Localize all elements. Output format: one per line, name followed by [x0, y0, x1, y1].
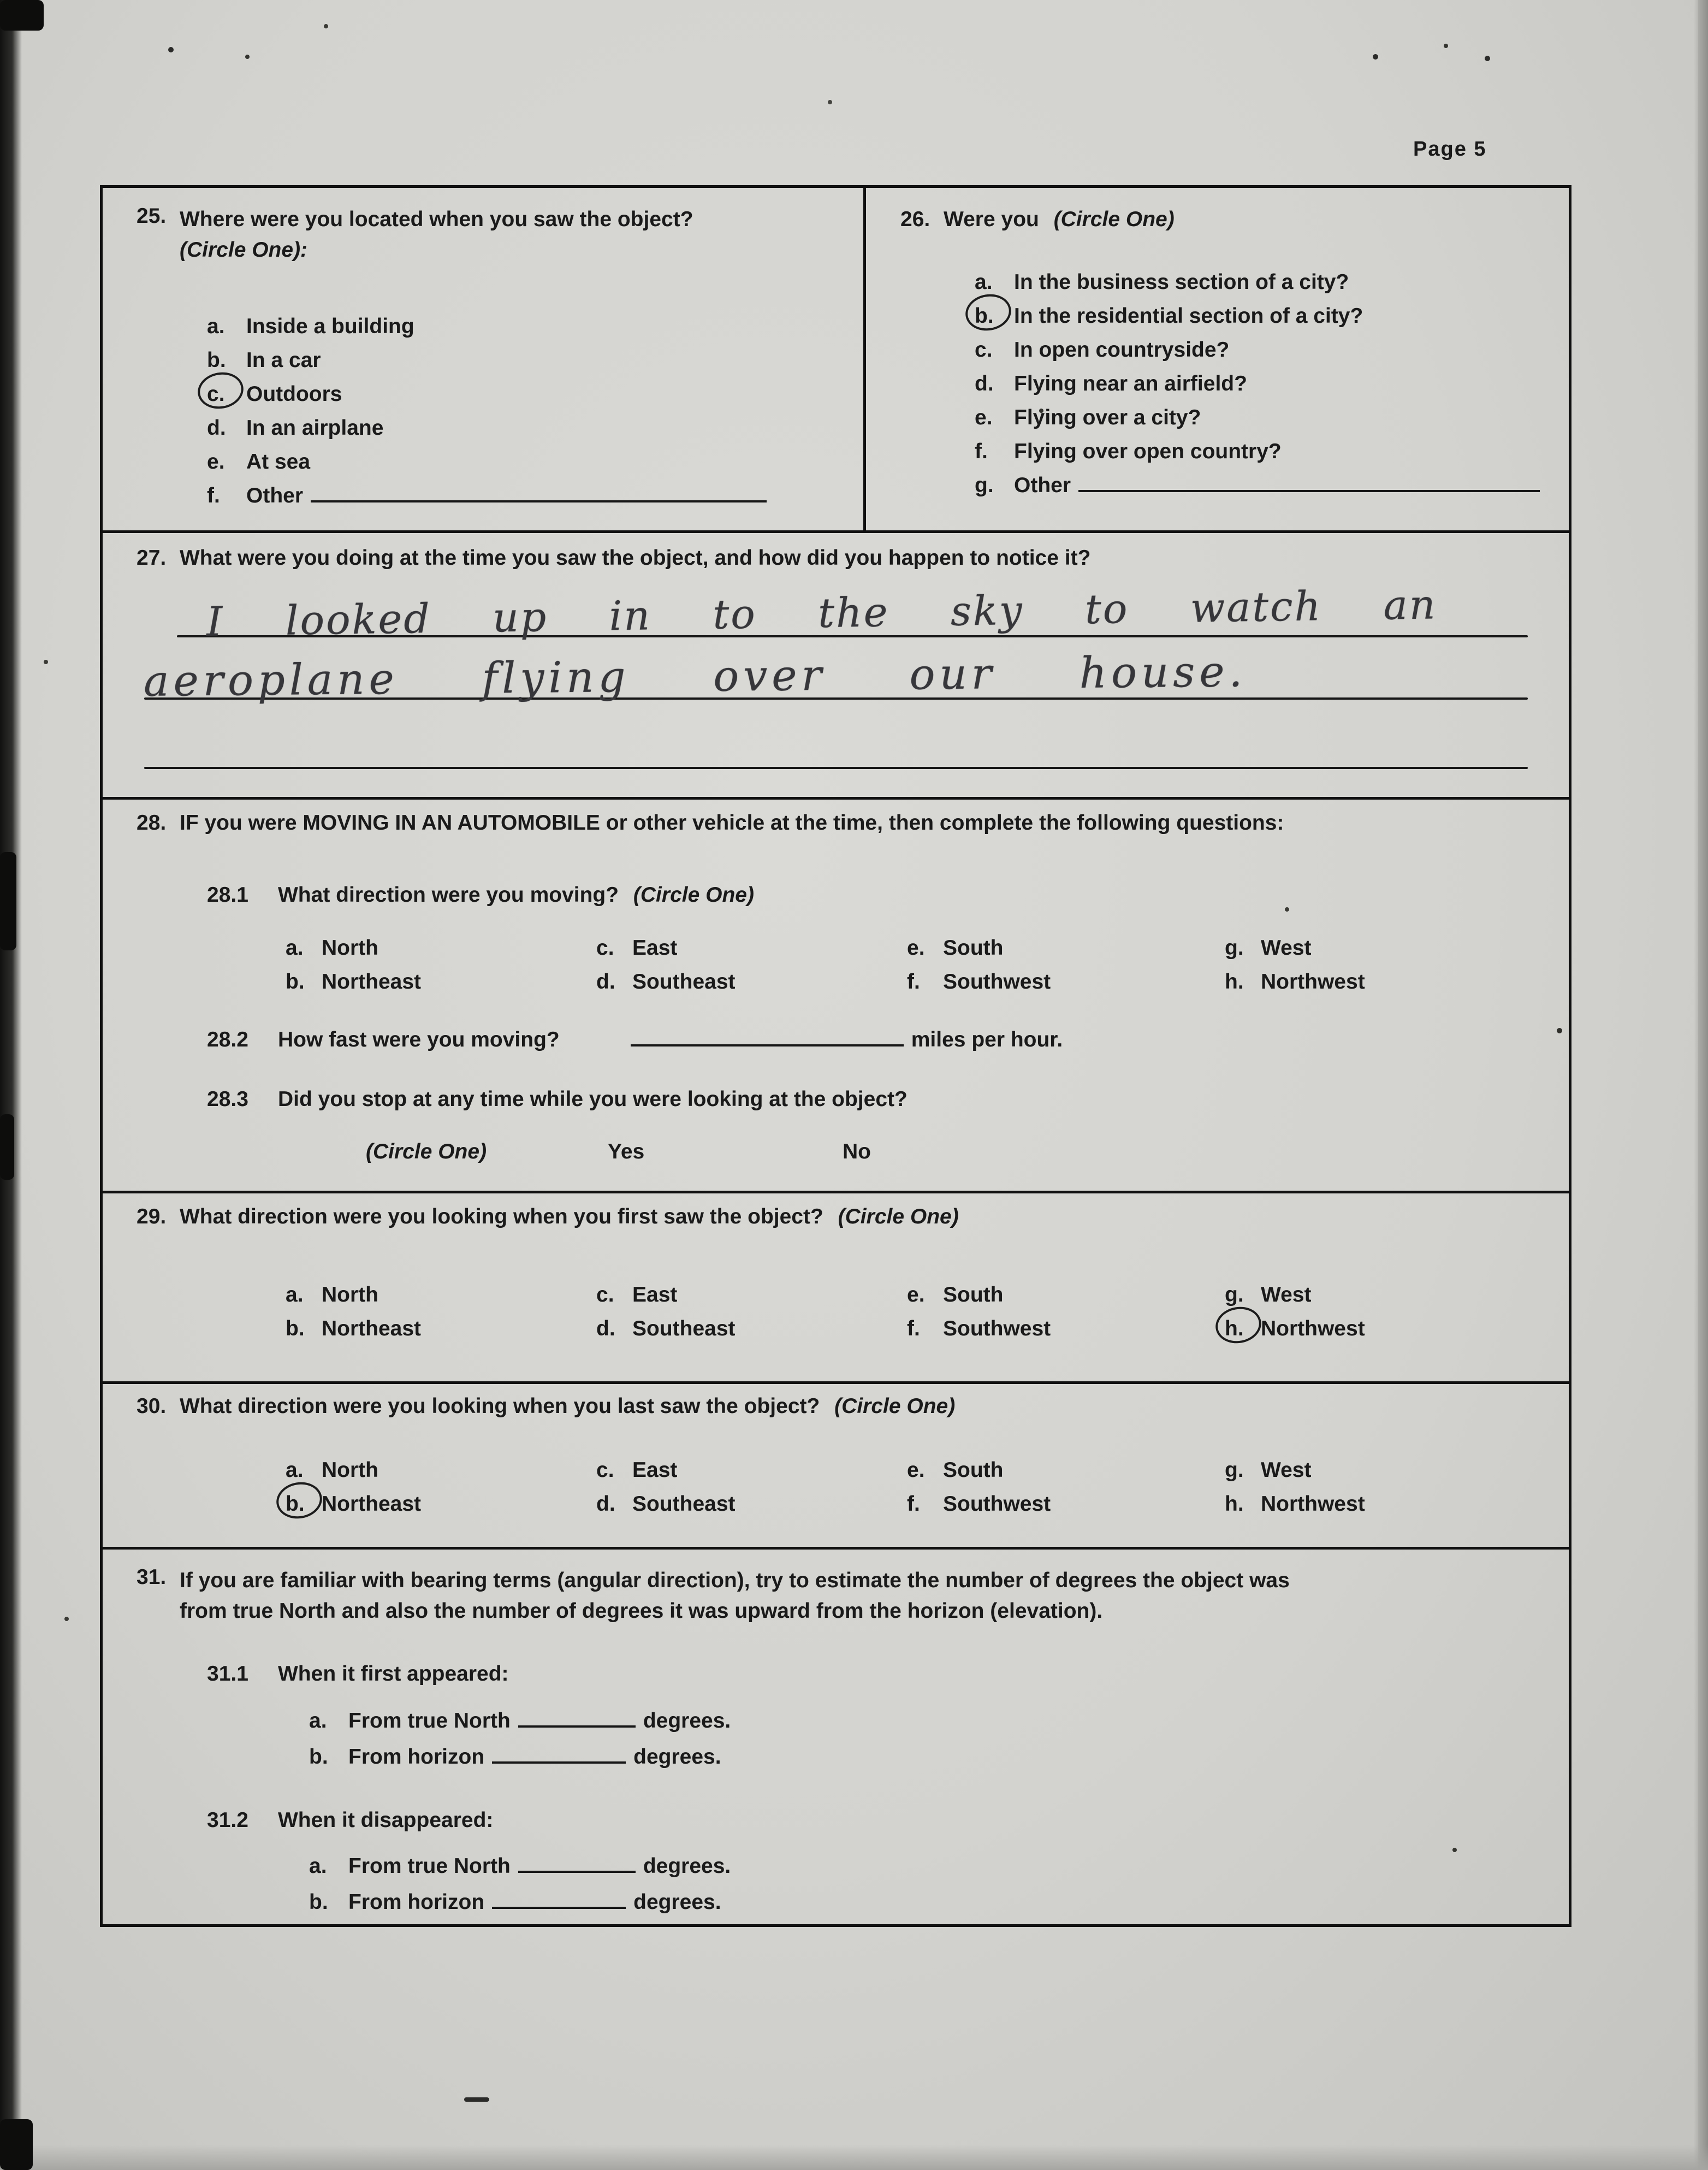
- scan-mark: [464, 2097, 489, 2102]
- scan-edge-right: [1694, 0, 1708, 2170]
- q30-option-f: [907, 1487, 1225, 1521]
- direction-column-3: [907, 931, 1225, 999]
- q28-3-no-option: No: [843, 1140, 871, 1163]
- q30-direction-grid: [286, 1453, 1365, 1521]
- option-letter: h.: [1225, 970, 1244, 994]
- option-letter: a.: [286, 1283, 304, 1306]
- degrees-blank-line: [492, 1902, 626, 1909]
- q25-option-e: [207, 445, 774, 479]
- q28-3-instruction: (Circle One): [366, 1140, 487, 1163]
- degrees-blank-line: [518, 1721, 636, 1728]
- option-label: West: [1261, 1283, 1312, 1306]
- q28-1-option-d: [596, 965, 907, 999]
- option-label: Southeast: [632, 1317, 736, 1340]
- direction-column-1: [286, 1278, 596, 1346]
- q30-instruction: (Circle One): [834, 1394, 956, 1418]
- option-label: Northeast: [322, 1492, 422, 1516]
- option-label: In a car: [246, 348, 321, 372]
- option-letter: f.: [907, 1492, 920, 1516]
- q26-block: [869, 188, 1569, 530]
- degrees-blank-line: [492, 1757, 626, 1764]
- q27-number: 27.: [137, 546, 167, 570]
- q31-question-line-1: If you are familiar with bearing terms (angular direction), try to estimate the number of degrees the object was: [180, 1569, 1290, 1592]
- option-label: North: [322, 936, 378, 960]
- option-label: Northeast: [322, 970, 422, 994]
- q25-block: [103, 188, 866, 530]
- q31-header: [137, 1565, 1290, 1627]
- section-q28: [103, 800, 1569, 1193]
- scan-artifacts: [0, 0, 3, 3]
- q31-1-line-b: [309, 1745, 721, 1769]
- q28-2-question: How fast were you moving?: [278, 1028, 560, 1051]
- q29-option-a: [286, 1278, 596, 1312]
- option-label: In the residential section of a city?: [1014, 304, 1363, 328]
- q25-options: [207, 310, 774, 513]
- q25-number: 25.: [137, 204, 167, 228]
- q28-1-header: [207, 883, 754, 907]
- q29-question: What direction were you looking when you first saw the object?: [180, 1205, 823, 1228]
- handwritten-answer-line-1: I looked up in to the sky to watch an: [206, 581, 1438, 646]
- scan-edge-left: [0, 0, 22, 2170]
- option-label: Other: [246, 484, 304, 507]
- q29-option-c: [596, 1278, 907, 1312]
- option-label: Southeast: [632, 970, 736, 994]
- option-letter: b.: [286, 970, 305, 994]
- direction-column-4: [1225, 1453, 1365, 1521]
- section-q27: [103, 533, 1569, 800]
- option-letter: a.: [207, 315, 225, 338]
- option-letter: g.: [1225, 936, 1244, 960]
- q26-option-a: [975, 265, 1547, 299]
- direction-column-1: [286, 1453, 596, 1521]
- q29-option-e: [907, 1278, 1225, 1312]
- other-blank-line: [1078, 486, 1540, 492]
- q28-1-option-a: [286, 931, 596, 965]
- speed-blank-line: [631, 1040, 904, 1046]
- q25-option-d: [207, 411, 774, 445]
- option-label: From true North: [348, 1709, 511, 1733]
- q28-1-direction-grid: [286, 931, 1365, 999]
- q26-instruction: (Circle One): [1053, 208, 1175, 231]
- q30-option-h: [1225, 1487, 1365, 1521]
- option-letter: g.: [1225, 1283, 1244, 1306]
- q29-header: [137, 1205, 959, 1229]
- option-label: West: [1261, 936, 1312, 960]
- q26-option-f: [975, 435, 1547, 469]
- q31-number: 31.: [137, 1565, 167, 1589]
- option-letter: d.: [596, 1492, 615, 1516]
- q28-1-instruction: (Circle One): [633, 883, 754, 907]
- option-letter: a.: [309, 1854, 327, 1878]
- option-label: North: [322, 1283, 378, 1306]
- q31-2-line-a: [309, 1854, 731, 1878]
- scan-smudge: [0, 852, 16, 950]
- q26-option-d: [975, 367, 1547, 401]
- option-label: Outdoors: [246, 382, 342, 406]
- option-letter: c.: [596, 936, 614, 960]
- q26-option-c: [975, 333, 1547, 367]
- section-q25-q26: [103, 188, 1569, 533]
- option-label: Southeast: [632, 1492, 736, 1516]
- q28-number: 28.: [137, 811, 167, 835]
- q31-2-number: 31.2: [207, 1808, 248, 1832]
- option-letter-circled: c.: [207, 377, 246, 411]
- option-letter: e.: [975, 406, 993, 429]
- option-letter: d.: [596, 970, 615, 994]
- option-label: From horizon: [348, 1890, 485, 1914]
- q26-question: Were you: [944, 208, 1039, 231]
- option-label: South: [943, 1283, 1004, 1306]
- option-letter: h.: [1225, 1492, 1244, 1516]
- option-letter: a.: [975, 270, 993, 294]
- option-letter-circled: b.: [286, 1487, 322, 1521]
- option-letter: a.: [286, 1458, 304, 1482]
- option-letter: d.: [207, 416, 226, 440]
- q26-options: [975, 265, 1547, 502]
- q26-option-b-circled: [975, 299, 1547, 333]
- q26-number: 26.: [900, 208, 930, 231]
- option-letter: f.: [907, 970, 920, 994]
- q31-1-number: 31.1: [207, 1662, 248, 1686]
- degrees-blank-line: [518, 1866, 636, 1873]
- direction-column-2: [596, 1278, 907, 1346]
- q29-option-d: [596, 1312, 907, 1346]
- direction-column-1: [286, 931, 596, 999]
- option-label: In an airplane: [246, 416, 384, 440]
- q27-question: What were you doing at the time you saw the object, and how did you happen to notice it?: [180, 546, 1091, 570]
- option-letter: f.: [975, 440, 988, 463]
- option-label: In the business section of a city?: [1014, 270, 1349, 294]
- option-letter: a.: [309, 1709, 327, 1733]
- option-letter: b.: [286, 1317, 305, 1340]
- option-label: In open countryside?: [1014, 338, 1230, 362]
- q25-option-b: [207, 344, 774, 377]
- direction-column-2: [596, 1453, 907, 1521]
- option-label: Flying over open country?: [1014, 440, 1282, 463]
- q31-question-line-2: from true North and also the number of degrees it was upward from the horizon (elevation).: [180, 1599, 1103, 1623]
- q29-direction-grid: [286, 1278, 1365, 1346]
- q28-header: [137, 811, 1284, 835]
- q28-2-row: [207, 1028, 1063, 1052]
- scan-edge-bottom: [0, 2145, 1708, 2170]
- section-q31: [103, 1550, 1569, 1924]
- option-letter: e.: [907, 936, 925, 960]
- option-label: Northwest: [1261, 1317, 1365, 1340]
- option-label: East: [632, 1283, 678, 1306]
- q28-1-option-f: [907, 965, 1225, 999]
- direction-column-3: [907, 1453, 1225, 1521]
- q28-1-number: 28.1: [207, 883, 248, 907]
- other-blank-line: [311, 496, 767, 502]
- option-label: At sea: [246, 450, 311, 474]
- q31-2-line-b: [309, 1890, 721, 1914]
- q30-option-a: [286, 1453, 596, 1487]
- degrees-suffix: degrees.: [633, 1890, 721, 1914]
- q30-option-g: [1225, 1453, 1365, 1487]
- option-letter: e.: [907, 1283, 925, 1306]
- q31-1-label: When it first appeared:: [278, 1662, 509, 1686]
- option-letter: g.: [975, 474, 994, 497]
- section-q29: [103, 1193, 1569, 1384]
- option-letter: f.: [907, 1317, 920, 1340]
- q28-1-option-h: [1225, 965, 1365, 999]
- option-letter: d.: [596, 1317, 615, 1340]
- direction-column-4: [1225, 1278, 1365, 1346]
- option-letter-circled: b.: [975, 299, 1014, 333]
- q29-instruction: (Circle One): [838, 1205, 959, 1228]
- option-letter: b.: [309, 1745, 328, 1769]
- q31-2-label: When it disappeared:: [278, 1808, 494, 1832]
- option-label: Flying over a city?: [1014, 406, 1201, 429]
- q28-1-question: What direction were you moving?: [278, 883, 619, 907]
- degrees-suffix: degrees.: [643, 1709, 731, 1733]
- option-label: North: [322, 1458, 378, 1482]
- handwritten-answer-line-2: aeroplane flying over our house.: [143, 647, 1247, 706]
- q27-header: [137, 546, 1090, 570]
- q30-header: [137, 1394, 955, 1418]
- scan-smudge: [0, 2119, 33, 2170]
- degrees-suffix: degrees.: [633, 1745, 721, 1769]
- option-label: Other: [1014, 474, 1071, 497]
- q30-option-b-circled: [286, 1487, 596, 1521]
- q28-1-option-b: [286, 965, 596, 999]
- section-q30: [103, 1384, 1569, 1550]
- q30-number: 30.: [137, 1394, 167, 1418]
- q25-question: Where were you located when you saw the object?: [180, 208, 693, 231]
- q28-3-yes-option: Yes: [608, 1140, 645, 1163]
- option-letter-circled: h.: [1225, 1312, 1261, 1346]
- q30-option-e: [907, 1453, 1225, 1487]
- q30-option-c: [596, 1453, 907, 1487]
- option-letter: b.: [309, 1890, 328, 1914]
- option-label: Southwest: [943, 1492, 1051, 1516]
- q29-option-b: [286, 1312, 596, 1346]
- option-letter: b.: [207, 348, 226, 372]
- q31-2-header: [207, 1808, 493, 1832]
- option-label: South: [943, 1458, 1004, 1482]
- q28-1-option-e: [907, 931, 1225, 965]
- option-label: Flying near an airfield?: [1014, 372, 1247, 395]
- option-label: Northwest: [1261, 970, 1365, 994]
- q28-3-number: 28.3: [207, 1087, 248, 1111]
- q25-option-a: [207, 310, 774, 344]
- q28-3-header: [207, 1087, 908, 1111]
- q28-3-question: Did you stop at any time while you were looking at the object?: [278, 1087, 908, 1111]
- option-label: East: [632, 936, 678, 960]
- option-label: Inside a building: [246, 315, 414, 338]
- option-letter: a.: [286, 936, 304, 960]
- q25-option-c-circled: [207, 377, 774, 411]
- scan-smudge: [0, 1114, 14, 1180]
- option-letter: d.: [975, 372, 994, 395]
- q25-header: [137, 204, 693, 265]
- degrees-suffix: degrees.: [643, 1854, 731, 1878]
- q28-question: IF you were MOVING IN AN AUTOMOBILE or other vehicle at the time, then complete the following questions:: [180, 811, 1284, 835]
- option-label: Southwest: [943, 1317, 1051, 1340]
- option-letter: f.: [207, 484, 220, 507]
- direction-column-2: [596, 931, 907, 999]
- q28-2-number: 28.2: [207, 1028, 248, 1051]
- option-letter: g.: [1225, 1458, 1244, 1482]
- q31-1-line-a: [309, 1709, 731, 1733]
- q29-option-h-circled: [1225, 1312, 1365, 1346]
- q26-option-e: [975, 401, 1547, 435]
- q29-number: 29.: [137, 1205, 167, 1228]
- scan-smudge: [0, 0, 44, 31]
- direction-column-3: [907, 1278, 1225, 1346]
- option-letter: c.: [596, 1458, 614, 1482]
- direction-column-4: [1225, 931, 1365, 999]
- q30-question: What direction were you looking when you last saw the object?: [180, 1394, 820, 1418]
- option-letter: c.: [596, 1283, 614, 1306]
- option-label: South: [943, 936, 1004, 960]
- option-label: East: [632, 1458, 678, 1482]
- option-label: Northeast: [322, 1317, 422, 1340]
- option-letter: c.: [975, 338, 993, 362]
- option-letter: e.: [907, 1458, 925, 1482]
- q26-header: [900, 208, 1175, 232]
- q28-1-option-g: [1225, 931, 1365, 965]
- option-label: From true North: [348, 1854, 511, 1878]
- q25-instruction: (Circle One):: [180, 238, 308, 262]
- option-label: Northwest: [1261, 1492, 1365, 1516]
- q31-1-header: [207, 1662, 509, 1686]
- q29-option-f: [907, 1312, 1225, 1346]
- q25-option-f-other: [207, 479, 774, 513]
- option-letter: e.: [207, 450, 225, 474]
- page-number: Page 5: [1413, 138, 1487, 161]
- option-label: Southwest: [943, 970, 1051, 994]
- answer-rule-line: [144, 767, 1528, 769]
- q28-2-suffix: miles per hour.: [911, 1028, 1063, 1051]
- q28-1-option-c: [596, 931, 907, 965]
- option-label: West: [1261, 1458, 1312, 1482]
- q26-option-g-other: [975, 469, 1547, 502]
- q30-option-d: [596, 1487, 907, 1521]
- questionnaire-form: [100, 185, 1571, 1927]
- option-label: From horizon: [348, 1745, 485, 1769]
